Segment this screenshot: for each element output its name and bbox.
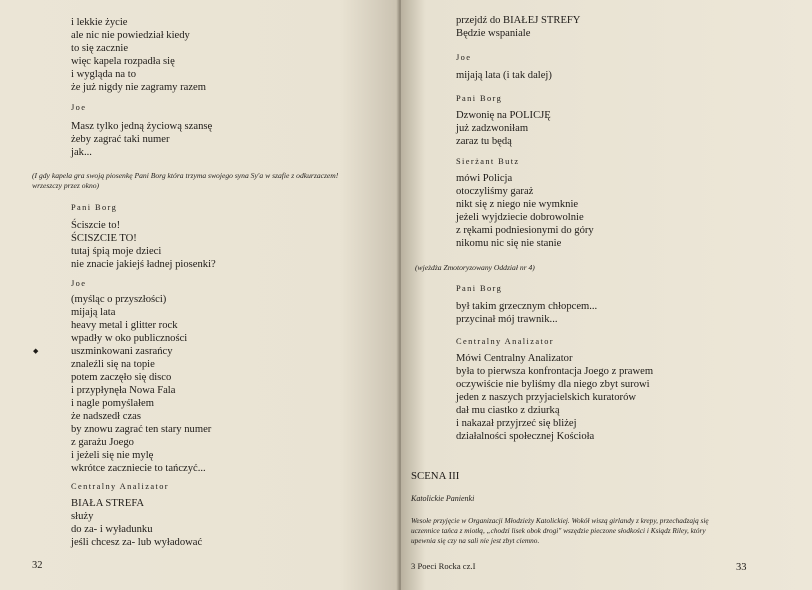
verse-line: zaraz tu będą xyxy=(456,136,512,147)
verse-line: że już nigdy nie zagramy razem xyxy=(71,82,207,93)
verse-line: heavy metal i glitter rock xyxy=(71,320,178,331)
left-page xyxy=(0,0,400,590)
speaker-name: Pani Borg xyxy=(71,203,118,212)
verse-line: (myśląc o przyszłości) xyxy=(71,294,167,305)
verse-line: by znowu zagrać ten stary numer xyxy=(71,424,212,435)
stage-direction: (I gdy kapela gra swoją piosenkę Pani Borg która trzyma swojego syna Sy'a w szafie z odkurzaczem! xyxy=(32,171,339,180)
verse-line: i jeżeli się nie mylę xyxy=(71,450,154,461)
verse-line: uszminkowani zasrańcy xyxy=(71,346,173,357)
verse-line: do za- i wyładunku xyxy=(71,524,153,535)
verse-line: jak... xyxy=(71,147,92,158)
scene-subtitle: Katolickie Panienki xyxy=(411,494,475,503)
speaker-name: Sierżant Butz xyxy=(456,157,520,166)
speaker-name: Joe xyxy=(71,279,87,288)
verse-line: już zadzwoniłam xyxy=(456,123,529,134)
verse-line: służy xyxy=(71,511,94,522)
verse-line: Będzie wspaniale xyxy=(456,28,531,39)
speaker-name: Joe xyxy=(71,103,87,112)
verse-line: nikt się z niego nie wymknie xyxy=(456,199,579,210)
scene-title: SCENA III xyxy=(411,470,460,482)
verse-line: znaleźli się na topie xyxy=(71,359,155,370)
stage-direction: Wesołe przyjęcie w Organizacji Młodzieży Katolickiej. Wokół wiszą girlandy z krepy, przechadzają się xyxy=(411,516,709,525)
verse-line: żeby zagrać taki numer xyxy=(71,134,170,145)
verse-line: mówi Policja xyxy=(456,173,513,184)
verse-line: więc kapela rozpadła się xyxy=(71,56,175,67)
speaker-name: Pani Borg xyxy=(456,94,503,103)
verse-line: Ściszcie to! xyxy=(71,220,121,231)
verse-line: ŚCISZCIE TO! xyxy=(71,233,137,244)
verse-line: ale nic nie powiedział kiedy xyxy=(71,30,190,41)
page-number: 32 xyxy=(32,560,43,571)
verse-line: Mówi Centralny Analizator xyxy=(456,353,573,364)
verse-line: potem zaczęło się disco xyxy=(71,372,172,383)
verse-line: jeżeli wyjdziecie dobrowolnie xyxy=(456,212,584,223)
verse-line: był takim grzecznym chłopcem... xyxy=(456,301,598,312)
stage-direction: (wjeżdża Zmotoryzowany Oddział nr 4) xyxy=(415,263,535,272)
verse-line: jeśli chcesz za- lub wyładować xyxy=(71,537,203,548)
verse-line: nie znacie jakiejś ładnej piosenki? xyxy=(71,259,216,270)
running-footer: 3 Poeci Rocka cz.I xyxy=(411,561,476,571)
verse-line: wkrótce zaczniecie to tańczyć... xyxy=(71,463,206,474)
verse-line: z rękami podniesionymi do góry xyxy=(456,225,594,236)
verse-line: i przypłynęła Nowa Fala xyxy=(71,385,176,396)
speaker-name: Joe xyxy=(456,53,472,62)
verse-line: i lekkie życie xyxy=(71,17,128,28)
verse-line: i nakazał przyjrzeć się bliżej xyxy=(456,418,577,429)
margin-mark: ◆ xyxy=(33,347,39,355)
verse-line: mijają lata (i tak dalej) xyxy=(456,70,552,81)
verse-line: i nagle pomyślałem xyxy=(71,398,154,409)
verse-line: Dzwonię na POLICJĘ xyxy=(456,110,551,121)
stage-direction: uczennice tańca z miotłą, „chodzi lisek obok drogi" wszędzie pieczone słodkości i Ksiądz Riley, który xyxy=(411,526,706,535)
speaker-name: Centralny Analizator xyxy=(456,337,555,346)
stage-direction: upewnia się czy na sali nie jest zbyt ciemno. xyxy=(411,536,540,545)
speaker-name: Centralny Analizator xyxy=(71,482,170,491)
verse-line: że nadszedł czas xyxy=(71,411,141,422)
verse-line: jeden z naszych przyjacielskich kuratorów xyxy=(456,392,637,403)
right-page xyxy=(401,0,812,590)
verse-line: otoczyliśmy garaż xyxy=(456,186,534,197)
verse-line: była to pierwsza konfrontacja Joego z prawem xyxy=(456,366,654,377)
verse-line: oczywiście nie byliśmy dla niego zbyt surowi xyxy=(456,379,650,390)
verse-line: nikomu nic się nie stanie xyxy=(456,238,562,249)
verse-line: Masz tylko jedną życiową szansę xyxy=(71,121,213,132)
speaker-name: Pani Borg xyxy=(456,284,503,293)
verse-line: mijają lata xyxy=(71,307,116,318)
verse-line: BIAŁA STREFA xyxy=(71,498,145,509)
stage-direction: wrzeszczy przez okno) xyxy=(32,181,100,190)
verse-line: z garażu Joego xyxy=(71,437,134,448)
verse-line: i wygląda na to xyxy=(71,69,137,80)
page-number: 33 xyxy=(736,562,747,573)
verse-line: dał mu ciastko z dziurką xyxy=(456,405,560,416)
verse-line: tutaj śpią moje dzieci xyxy=(71,246,162,257)
verse-line: to się zacznie xyxy=(71,43,129,54)
verse-line: przycinał mój trawnik... xyxy=(456,314,558,325)
verse-line: wpadły w oko publiczności xyxy=(71,333,188,344)
verse-line: przejdź do BIAŁEJ STREFY xyxy=(456,15,581,26)
verse-line: działalności społecznej Kościoła xyxy=(456,431,595,442)
